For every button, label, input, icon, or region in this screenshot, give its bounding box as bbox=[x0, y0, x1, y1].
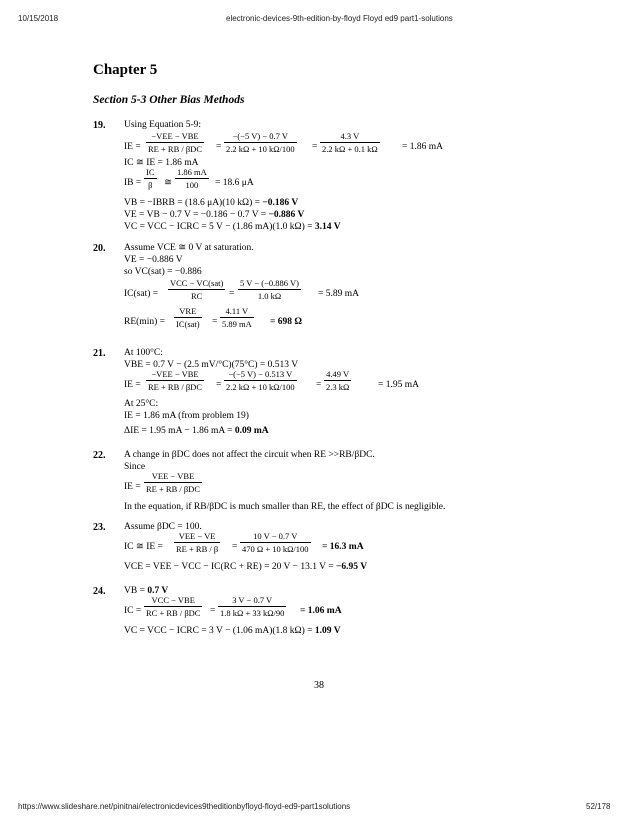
fraction bbox=[224, 369, 297, 392]
equation-lhs: IC ≅ IE = bbox=[124, 542, 163, 552]
text-line: Since bbox=[124, 462, 146, 472]
equation-lhs: IC = bbox=[124, 606, 142, 616]
answer: = 698 Ω bbox=[270, 317, 303, 327]
equation-lhs: IB = bbox=[124, 178, 142, 188]
numerator: −(−5 V) − 0.7 V bbox=[224, 131, 297, 143]
answer: = 16.3 mA bbox=[322, 542, 364, 552]
page-number: 38 bbox=[314, 680, 324, 691]
text-line: At 25°C: bbox=[124, 399, 159, 409]
equals: = bbox=[212, 317, 218, 327]
denominator: RE + RB / βDC bbox=[148, 382, 202, 392]
fraction bbox=[174, 306, 202, 329]
denominator: RE + RB / βDC bbox=[146, 484, 200, 494]
equation-line: IE = 1.86 mA (from problem 19) bbox=[124, 411, 249, 421]
fraction bbox=[144, 595, 202, 618]
text-line: so VC(sat) = −0.886 bbox=[124, 267, 202, 277]
fraction bbox=[240, 531, 311, 554]
answer: −0.186 V bbox=[262, 198, 299, 208]
source-url[interactable]: https://www.slideshare.net/pinitnai/electronicdevices9theditionbyfloyd-floyd-ed9-part1solutions bbox=[18, 802, 351, 811]
problem-number: 19. bbox=[93, 120, 106, 131]
equation-text: VCE = VEE − VCC − IC(RC + RE) = 20 V − 13.1 V = bbox=[124, 562, 336, 572]
answer: −6.95 V bbox=[335, 562, 368, 572]
fraction bbox=[175, 167, 209, 190]
numerator: 4.49 V bbox=[324, 369, 351, 381]
numerator: VRE bbox=[174, 306, 202, 318]
fraction bbox=[224, 131, 297, 154]
denominator: 2.3 kΩ bbox=[326, 382, 350, 392]
numerator: 4.11 V bbox=[220, 306, 254, 318]
equation-lhs: IE = bbox=[124, 380, 141, 390]
equation-text: ΔIE = 1.95 mA − 1.86 mA = bbox=[124, 426, 235, 436]
denominator: 2.2 kΩ + 10 kΩ/100 bbox=[226, 144, 295, 154]
denominator: RC + RB / βDC bbox=[146, 608, 201, 618]
denominator: 1.8 kΩ + 33 kΩ/90 bbox=[220, 608, 285, 618]
denominator: β bbox=[148, 180, 153, 190]
problem-number: 23. bbox=[93, 522, 106, 533]
numerator: 5 V − (−0.886 V) bbox=[240, 278, 299, 288]
fraction bbox=[144, 471, 202, 494]
fraction bbox=[320, 131, 380, 154]
denominator: 2.2 kΩ + 0.1 kΩ bbox=[322, 144, 378, 154]
equation-line bbox=[124, 562, 367, 573]
equation-text: VB = bbox=[124, 586, 148, 596]
numerator: VEE − VE bbox=[174, 531, 220, 543]
numerator: 4.3 V bbox=[320, 131, 380, 143]
numerator: 1.86 mA bbox=[177, 167, 207, 177]
result: = 1.86 mA bbox=[402, 142, 443, 152]
equals: = bbox=[216, 142, 222, 152]
denominator: 470 Ω + 10 kΩ/100 bbox=[242, 544, 309, 554]
equation-lhs: IE = bbox=[124, 482, 141, 492]
answer: 0.7 V bbox=[147, 586, 169, 596]
equation-text: VC = VCC − ICRC = 5 V − (1.86 mA)(1.0 kΩ) = bbox=[124, 222, 315, 232]
problem-number: 24. bbox=[93, 586, 106, 597]
equals: = bbox=[216, 380, 222, 390]
equation-line: VBE = 0.7 V − (2.5 mV/°C)(75°C) = 0.513 V bbox=[124, 360, 299, 370]
numerator: VCC − VBE bbox=[144, 595, 202, 607]
equation-line bbox=[124, 222, 341, 233]
chapter-title: Chapter 5 bbox=[93, 62, 158, 78]
equation-lhs: IC(sat) = bbox=[124, 289, 159, 299]
equals: = bbox=[312, 142, 318, 152]
equals: = bbox=[232, 542, 238, 552]
equation-line bbox=[124, 198, 298, 209]
equation-line: IC ≅ IE = 1.86 mA bbox=[124, 158, 199, 168]
fraction bbox=[218, 595, 286, 618]
fraction bbox=[238, 278, 301, 301]
denominator: RC bbox=[190, 291, 203, 301]
result: = 5.89 mA bbox=[318, 289, 359, 299]
approx-sign: ≅ bbox=[164, 178, 172, 188]
equation-lhs: IE = bbox=[124, 142, 141, 152]
fraction bbox=[146, 131, 204, 154]
document-title: electronic-devices-9th-edition-by-floyd Floyd ed9 part1-solutions bbox=[226, 14, 453, 23]
denominator: RE + RB / βDC bbox=[148, 144, 202, 154]
numerator: IC bbox=[146, 167, 155, 177]
text-line: In the equation, if RB/βDC is much smaller than RE, the effect of βDC is negligible. bbox=[124, 502, 446, 512]
denominator: 1.0 kΩ bbox=[257, 291, 282, 301]
text-line: Assume βDC = 100. bbox=[124, 522, 202, 532]
numerator: 3 V − 0.7 V bbox=[218, 595, 286, 607]
fraction bbox=[220, 306, 254, 329]
fraction bbox=[146, 369, 204, 392]
denominator: RE + RB / β bbox=[176, 544, 219, 554]
answer: 3.14 V bbox=[314, 222, 341, 232]
denominator: 2.2 kΩ + 10 kΩ/100 bbox=[226, 382, 295, 392]
text-line: At 100°C: bbox=[124, 348, 163, 358]
answer: 0.09 mA bbox=[234, 426, 269, 436]
denominator: 100 bbox=[185, 180, 199, 190]
answer: −0.886 V bbox=[268, 210, 305, 220]
answer: 1.09 V bbox=[314, 626, 341, 636]
equation-line bbox=[124, 626, 341, 637]
equation-text: VE = VB − 0.7 V = −0.186 − 0.7 V = bbox=[124, 210, 269, 220]
fraction bbox=[174, 531, 220, 554]
text-line: A change in βDC does not affect the circuit when RE >>RB/βDC. bbox=[124, 450, 375, 460]
problem-number: 20. bbox=[93, 243, 106, 254]
equals: = bbox=[210, 606, 216, 616]
result: = 1.95 mA bbox=[378, 380, 419, 390]
fraction bbox=[324, 369, 351, 392]
problem-intro: Using Equation 5-9: bbox=[124, 120, 202, 130]
numerator: VCC − VC(sat) bbox=[170, 278, 224, 288]
equation-lhs: RE(min) = bbox=[124, 317, 165, 327]
problem-number: 21. bbox=[93, 348, 106, 359]
numerator: 10 V − 0.7 V bbox=[240, 531, 311, 543]
denominator: 5.89 mA bbox=[222, 319, 252, 329]
equation-text: VB = −IBRB = (18.6 μA)(10 kΩ) = bbox=[124, 198, 263, 208]
answer: = 1.06 mA bbox=[300, 606, 342, 616]
text-line: VE = −0.886 V bbox=[124, 255, 183, 265]
text-line: Assume VCE ≅ 0 V at saturation. bbox=[124, 243, 254, 253]
fraction bbox=[144, 167, 157, 190]
numerator: −VEE − VBE bbox=[146, 131, 204, 143]
equals: = bbox=[229, 289, 235, 299]
equals: = bbox=[316, 380, 322, 390]
problem-number: 22. bbox=[93, 450, 106, 461]
denominator: IC(sat) bbox=[176, 319, 200, 329]
print-date: 10/15/2018 bbox=[18, 14, 59, 23]
page-counter: 52/178 bbox=[586, 802, 611, 811]
numerator: −(−5 V) − 0.513 V bbox=[224, 369, 297, 381]
equation-line bbox=[124, 426, 269, 437]
numerator: VEE − VBE bbox=[144, 471, 202, 483]
section-title: Section 5-3 Other Bias Methods bbox=[93, 94, 245, 106]
equation-line bbox=[124, 210, 304, 221]
result: = 18.6 μA bbox=[215, 178, 254, 188]
fraction bbox=[168, 278, 225, 301]
numerator: −VEE − VBE bbox=[146, 369, 204, 381]
equation-text: VC = VCC − ICRC = 3 V − (1.06 mA)(1.8 kΩ) = bbox=[124, 626, 315, 636]
